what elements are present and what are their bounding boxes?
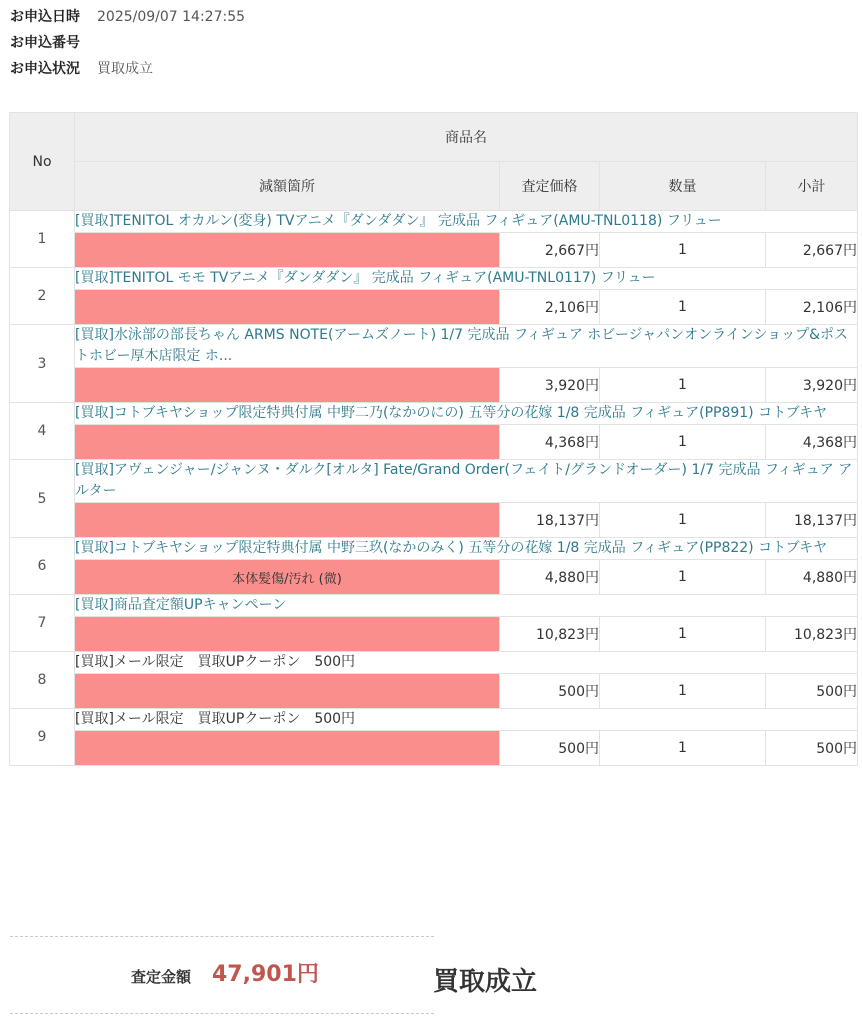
table-row-detail	[10, 674, 858, 709]
table-row	[10, 460, 858, 503]
reduction-cell	[75, 731, 500, 766]
meta-date-label: お申込日時	[10, 9, 80, 25]
subtotal-cell: 18,137円	[766, 503, 858, 538]
summary-divider-bottom	[10, 1013, 434, 1014]
qty-cell: 1	[600, 560, 766, 595]
qty-cell: 1	[600, 503, 766, 538]
reduction-cell	[75, 368, 500, 403]
product-link[interactable]: [買取]水泳部の部長ちゃん ARMS NOTE(アームズノート) 1/7 完成品 フィギュア ホビージャパンオンラインショップ&ポストホビー厚木店限定 ホ...	[75, 325, 858, 368]
qty-cell: 1	[600, 617, 766, 652]
reduction-cell	[75, 425, 500, 460]
row-no: 3	[10, 325, 75, 403]
subtotal-cell: 4,880円	[766, 560, 858, 595]
header-reduction: 減額箇所	[75, 162, 500, 211]
row-no: 6	[10, 538, 75, 595]
price-cell: 2,667円	[500, 233, 600, 268]
header-name: 商品名	[75, 113, 858, 162]
qty-cell: 1	[600, 731, 766, 766]
subtotal-cell: 4,368円	[766, 425, 858, 460]
items-table-body	[10, 211, 858, 766]
product-link[interactable]: [買取]TENITOL オカルン(変身) TVアニメ『ダンダダン』 完成品 フィギュア(AMU-TNL0118) フリュー	[75, 211, 858, 233]
subtotal-cell: 500円	[766, 731, 858, 766]
header-row-top	[10, 113, 858, 162]
subtotal-cell: 2,106円	[766, 290, 858, 325]
table-row-detail	[10, 503, 858, 538]
price-cell: 4,368円	[500, 425, 600, 460]
meta-status-label: お申込状況	[10, 61, 80, 77]
price-cell: 10,823円	[500, 617, 600, 652]
summary-divider-top	[10, 936, 434, 937]
subtotal-cell: 3,920円	[766, 368, 858, 403]
qty-cell: 1	[600, 233, 766, 268]
subtotal-cell: 2,667円	[766, 233, 858, 268]
price-cell: 4,880円	[500, 560, 600, 595]
table-row	[10, 538, 858, 560]
product-link[interactable]: [買取]コトブキヤショップ限定特典付属 中野三玖(なかのみく) 五等分の花嫁 1/8 完成品 フィギュア(PP822) コトブキヤ	[75, 538, 858, 560]
price-cell: 500円	[500, 731, 600, 766]
table-row-detail	[10, 731, 858, 766]
header-qty: 数量	[600, 162, 766, 211]
product-name: [買取]メール限定 買取UPクーポン 500円	[75, 709, 858, 731]
meta-date-value: 2025/09/07 14:27:55	[97, 9, 246, 25]
table-row	[10, 709, 858, 731]
table-row-detail	[10, 617, 858, 652]
meta-number-label: お申込番号	[10, 35, 80, 51]
table-row	[10, 268, 858, 290]
row-no: 2	[10, 268, 75, 325]
product-name: [買取]メール限定 買取UPクーポン 500円	[75, 652, 858, 674]
price-cell: 2,106円	[500, 290, 600, 325]
reduction-cell	[75, 674, 500, 709]
table-row	[10, 211, 858, 233]
product-link[interactable]: [買取]商品査定額UPキャンペーン	[75, 595, 858, 617]
items-table	[9, 112, 858, 766]
row-no: 8	[10, 652, 75, 709]
row-no: 4	[10, 403, 75, 460]
header-price: 査定価格	[500, 162, 600, 211]
header-no: No	[10, 113, 75, 211]
reduction-cell	[75, 233, 500, 268]
row-no: 9	[10, 709, 75, 766]
reduction-cell: 本体髪傷/汚れ (微)	[75, 560, 500, 595]
table-row-detail	[10, 290, 858, 325]
meta-number-row	[10, 32, 245, 58]
table-row	[10, 595, 858, 617]
qty-cell: 1	[600, 674, 766, 709]
row-no: 7	[10, 595, 75, 652]
qty-cell: 1	[600, 425, 766, 460]
table-row	[10, 403, 858, 425]
table-row	[10, 325, 858, 368]
subtotal-cell: 500円	[766, 674, 858, 709]
subtotal-cell: 10,823円	[766, 617, 858, 652]
price-cell: 3,920円	[500, 368, 600, 403]
total-status: 買取成立	[433, 967, 538, 997]
order-meta	[10, 6, 245, 84]
table-row-detail	[10, 560, 858, 595]
row-no: 1	[10, 211, 75, 268]
product-link[interactable]: [買取]アヴェンジャー/ジャンヌ・ダルク[オルタ] Fate/Grand Order(フェイト/グランドオーダー) 1/7 完成品 フィギュア アルター	[75, 460, 858, 503]
price-cell: 500円	[500, 674, 600, 709]
qty-cell: 1	[600, 290, 766, 325]
header-subtotal: 小計	[766, 162, 858, 211]
meta-status-value: 買取成立	[97, 61, 153, 77]
row-no: 5	[10, 460, 75, 538]
reduction-cell	[75, 290, 500, 325]
items-table-head	[10, 113, 858, 211]
product-link[interactable]: [買取]TENITOL モモ TVアニメ『ダンダダン』 完成品 フィギュア(AMU-TNL0117) フリュー	[75, 268, 858, 290]
price-cell: 18,137円	[500, 503, 600, 538]
table-row-detail	[10, 425, 858, 460]
header-row-sub	[10, 162, 858, 211]
table-row-detail	[10, 368, 858, 403]
product-link[interactable]: [買取]コトブキヤショップ限定特典付属 中野二乃(なかのにの) 五等分の花嫁 1/8 完成品 フィギュア(PP891) コトブキヤ	[75, 403, 858, 425]
total-value: 47,901円	[212, 962, 319, 987]
reduction-cell	[75, 617, 500, 652]
meta-status-row	[10, 58, 245, 84]
qty-cell: 1	[600, 368, 766, 403]
table-row-detail	[10, 233, 858, 268]
total-label: 査定金額	[131, 968, 192, 986]
reduction-cell	[75, 503, 500, 538]
meta-date-row	[10, 6, 245, 32]
table-row	[10, 652, 858, 674]
